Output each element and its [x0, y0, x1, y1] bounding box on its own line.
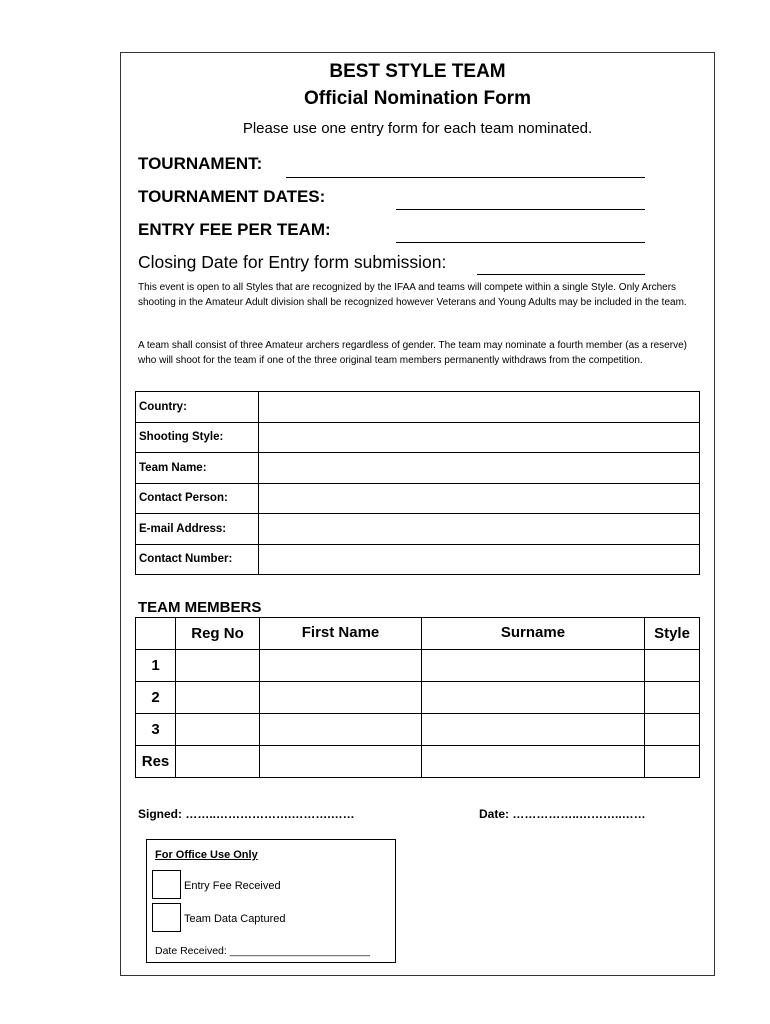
member-reg-no-cell[interactable]	[176, 714, 260, 746]
info-value-contact-person[interactable]	[259, 483, 700, 514]
info-label-team-name: Team Name:	[136, 453, 259, 484]
team-composition-paragraph: A team shall consist of three Amateur archers regardless of gender. The team may nominate a fourth member (as a reserve) who will shoot for the team if one of the three original team members permanently withdraws from the competition.	[138, 340, 687, 366]
member-surname-cell[interactable]	[422, 650, 645, 682]
team-data-checkbox[interactable]	[152, 903, 181, 932]
team-info-table	[135, 391, 700, 575]
member-style-cell[interactable]	[645, 682, 700, 714]
member-first-name-cell[interactable]	[260, 682, 422, 714]
info-label-country: Country:	[136, 392, 259, 423]
member-reg-no-cell[interactable]	[176, 746, 260, 778]
table-row	[136, 746, 700, 778]
member-surname-cell[interactable]	[422, 682, 645, 714]
member-reg-no-cell[interactable]	[176, 650, 260, 682]
form-instruction: Please use one entry form for each team nominated.	[242, 120, 593, 137]
closing-date-line[interactable]	[477, 274, 645, 275]
office-use-box	[146, 839, 396, 963]
tournament-line[interactable]	[286, 177, 645, 178]
table-row	[136, 714, 700, 746]
tournament-label: TOURNAMENT:	[138, 154, 263, 173]
entry-fee-checkbox[interactable]	[152, 870, 181, 899]
col-header-first-name: First Name	[260, 618, 422, 650]
col-header-reg-no: Reg No	[176, 618, 260, 650]
info-value-country[interactable]	[259, 392, 700, 423]
team-members-heading: TEAM MEMBERS	[138, 599, 262, 616]
table-row	[136, 682, 700, 714]
signed-line: Signed: ……..……………….……….……	[138, 807, 355, 821]
member-row-number: 2	[136, 682, 176, 714]
form-title: BEST STYLE TEAM	[329, 61, 506, 82]
member-row-number: 1	[136, 650, 176, 682]
table-row	[136, 453, 700, 484]
entry-fee-label: ENTRY FEE PER TEAM:	[138, 220, 331, 239]
office-use-title: For Office Use Only	[155, 849, 258, 861]
member-first-name-cell[interactable]	[260, 746, 422, 778]
col-header-style: Style	[645, 618, 700, 650]
member-surname-cell[interactable]	[422, 746, 645, 778]
info-value-shooting-style[interactable]	[259, 422, 700, 453]
table-row	[136, 392, 700, 423]
info-label-contact-person: Contact Person:	[136, 483, 259, 514]
member-style-cell[interactable]	[645, 746, 700, 778]
info-value-team-name[interactable]	[259, 453, 700, 484]
member-style-cell[interactable]	[645, 714, 700, 746]
col-header-index	[136, 618, 176, 650]
member-row-number: 3	[136, 714, 176, 746]
closing-date-label: Closing Date for Entry form submission:	[138, 252, 447, 272]
info-value-email[interactable]	[259, 514, 700, 545]
member-surname-cell[interactable]	[422, 714, 645, 746]
table-header-row	[136, 618, 700, 650]
tournament-dates-line[interactable]	[396, 209, 645, 210]
table-row	[136, 483, 700, 514]
entry-fee-received-label: Entry Fee Received	[184, 880, 281, 892]
member-style-cell[interactable]	[645, 650, 700, 682]
info-label-shooting-style: Shooting Style:	[136, 422, 259, 453]
eligibility-paragraph: This event is open to all Styles that are recognized by the IFAA and teams will compete within a single Style. Only Archers shooting in the Amateur Adult division shall be recognized however Veterans and Young Adults may be included in the team.	[138, 282, 687, 308]
table-row	[136, 514, 700, 545]
team-data-captured-label: Team Data Captured	[184, 913, 286, 925]
table-row	[136, 544, 700, 575]
entry-fee-line[interactable]	[396, 242, 645, 243]
form-subtitle: Official Nomination Form	[304, 88, 531, 109]
member-reg-no-cell[interactable]	[176, 682, 260, 714]
info-value-contact-number[interactable]	[259, 544, 700, 575]
col-header-surname: Surname	[422, 618, 645, 650]
tournament-dates-label: TOURNAMENT DATES:	[138, 187, 326, 206]
info-label-email: E-mail Address:	[136, 514, 259, 545]
table-row	[136, 422, 700, 453]
info-label-contact-number: Contact Number:	[136, 544, 259, 575]
date-line: Date: ……………..………..……	[479, 807, 646, 821]
member-row-reserve: Res	[136, 746, 176, 778]
member-first-name-cell[interactable]	[260, 650, 422, 682]
table-row	[136, 650, 700, 682]
team-members-table	[135, 617, 700, 778]
date-received-field: Date Received: ________________________	[155, 945, 370, 957]
member-first-name-cell[interactable]	[260, 714, 422, 746]
